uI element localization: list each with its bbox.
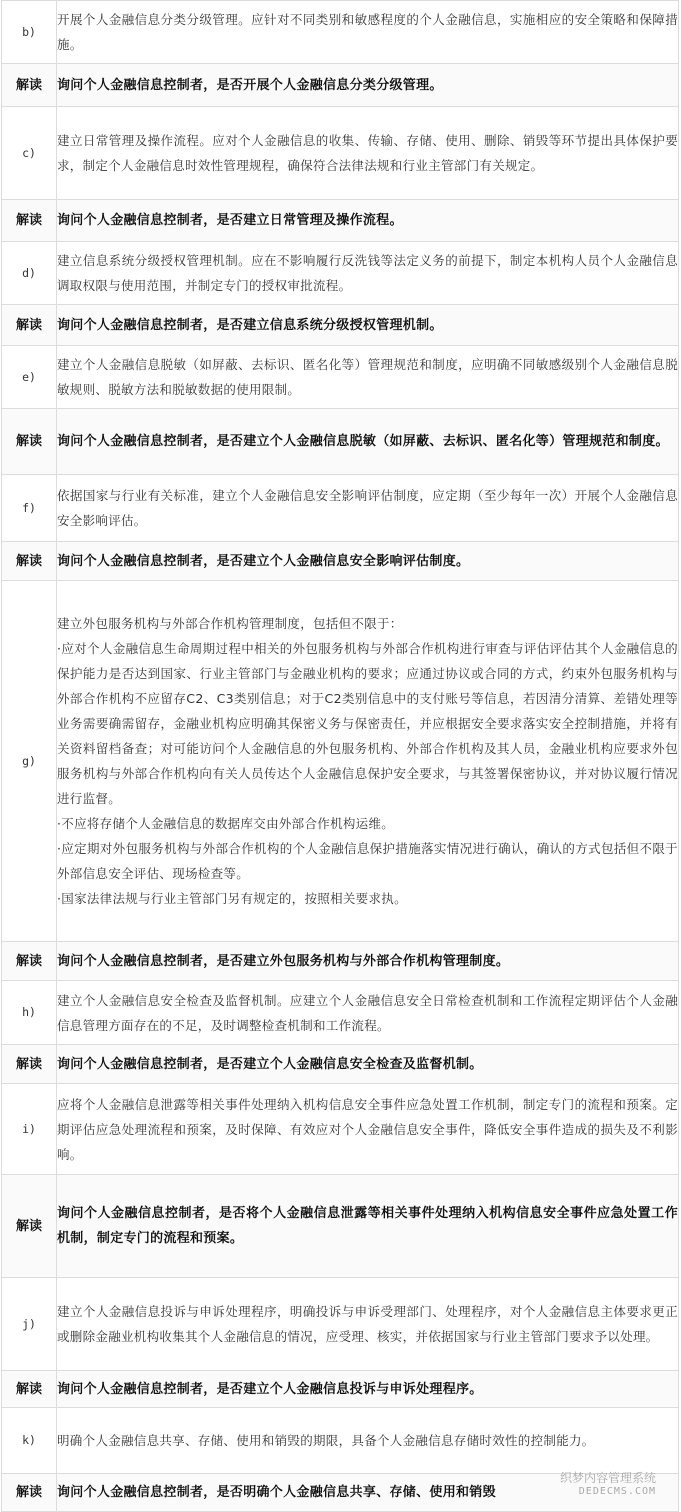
table-row [2, 1084, 679, 1175]
requirement-text: 建立信息系统分级授权管理机制。应在不影响履行反洗钱等法定义务的前提下，制定本机构人员个人金融信息调取权限与使用范围，并制定专门的授权审批流程。 [57, 242, 679, 305]
item-label: j) [2, 1278, 57, 1371]
item-label: k) [2, 1408, 57, 1474]
interpretation-label: 解读 [2, 1045, 57, 1084]
interpretation-label: 解读 [2, 305, 57, 346]
interpretation-label: 解读 [2, 1175, 57, 1278]
requirement-text: 建立个人金融信息脱敏（如屏蔽、去标识、匿名化等）管理规范和制度，应明确不同敏感级别个人金融信息脱敏规则、脱敏方法和脱敏数据的使用限制。 [57, 346, 679, 409]
table-row [2, 1, 679, 64]
table-row [2, 346, 679, 409]
table-row [2, 942, 679, 981]
interpretation-label: 解读 [2, 64, 57, 107]
interpretation-text: 询问个人金融信息控制者，是否明确个人金融信息共享、存储、使用和销毁 [57, 1474, 679, 1512]
item-label: h) [2, 981, 57, 1045]
interpretation-label: 解读 [2, 942, 57, 981]
table-row [2, 475, 679, 542]
requirement-text [57, 581, 679, 942]
watermark-title: 织梦内容管理系统 [560, 1471, 657, 1485]
watermark-subtitle: DEDECMS.COM [578, 1486, 657, 1497]
requirements-table [1, 0, 679, 1512]
interpretation-text: 询问个人金融信息控制者，是否建立外包服务机构与外部合作机构管理制度。 [57, 942, 679, 981]
interpretation-label: 解读 [2, 200, 57, 242]
requirement-text: 依据国家与行业有关标准，建立个人金融信息安全影响评估制度，应定期（至少每年一次）开展个人金融信息安全影响评估。 [57, 475, 679, 542]
requirement-text: 明确个人金融信息共享、存储、使用和销毁的期限，具备个人金融信息存储时效性的控制能力。 [57, 1408, 679, 1474]
table-row [2, 1371, 679, 1408]
table-row [2, 1278, 679, 1371]
table-row [2, 200, 679, 242]
interpretation-text: 询问个人金融信息控制者，是否将个人金融信息泄露等相关事件处理纳入机构信息安全事件应急处置工作机制，制定专门的流程和预案。 [57, 1175, 679, 1278]
table-row [2, 64, 679, 107]
interpretation-text: 询问个人金融信息控制者，是否开展个人金融信息分类分级管理。 [57, 64, 679, 107]
item-label: b) [2, 1, 57, 64]
requirement-bullet: ·应定期对外包服务机构与外部合作机构的个人金融信息保护措施落实情况进行确认，确认的方式包括但不限于外部信息安全评估、现场检查等。 [57, 841, 678, 881]
requirement-text: 开展个人金融信息分类分级管理。应针对不同类别和敏感程度的个人金融信息，实施相应的安全策略和保障措施。 [57, 1, 679, 64]
table-row [2, 581, 679, 942]
item-label: f) [2, 475, 57, 542]
table-row [2, 981, 679, 1045]
interpretation-label: 解读 [2, 1474, 57, 1512]
table-row [2, 1474, 679, 1512]
requirement-text: 建立日常管理及操作流程。应对个人金融信息的收集、传输、存储、使用、删除、销毁等环节提出具体保护要求，制定个人金融信息时效性管理规程，确保符合法律法规和行业主管部门有关规定。 [57, 107, 679, 200]
interpretation-text: 询问个人金融信息控制者，是否建立个人金融信息脱敏（如屏蔽、去标识、匿名化等）管理规范和制度。 [57, 409, 679, 475]
requirement-text: 应将个人金融信息泄露等相关事件处理纳入机构信息安全事件应急处置工作机制，制定专门的流程和预案。定期评估应急处理流程和预案，及时保障、有效应对个人金融信息安全事件，降低安全事件造成的损失及不利影响。 [57, 1084, 679, 1175]
table-row [2, 1408, 679, 1474]
item-label: c) [2, 107, 57, 200]
requirement-bullet: ·应对个人金融信息生命周期过程中相关的外包服务机构与外部合作机构进行审查与评估评估其个人金融信息的保护能力是否达到国家、行业主管部门与金融业机构的要求；应通过协议或合同的方式，约束外包服务机构与外部合作机构不应留存C2、C3类别信息；对于C2类别信息中的支付账号等信息，若因清分清算、差错处理等业务需要确需留存，金融业机构应明确其保密义务与保密责任，并应根据安全要求落实安全控制措施，并将有关资料留档备查；对可能访问个人金融信息的外包服务机构、外部合作机构及其人员，金融业机构应要求外包服务机构与外部合作机构向有关人员传达个人金融信息保护安全要求，与其签署保密协议，并对协议履行情况进行监督。 [57, 641, 678, 806]
interpretation-label: 解读 [2, 542, 57, 581]
interpretation-text: 询问个人金融信息控制者，是否建立个人金融信息安全影响评估制度。 [57, 542, 679, 581]
requirement-text: 建立个人金融信息安全检查及监督机制。应建立个人金融信息安全日常检查机制和工作流程定期评估个人金融信息管理方面存在的不足，及时调整检查机制和工作流程。 [57, 981, 679, 1045]
requirement-bullet: ·不应将存储个人金融信息的数据库交由外部合作机构运维。 [57, 816, 395, 831]
requirement-bullet: ·国家法律法规与行业主管部门另有规定的，按照相关要求执。 [57, 891, 407, 906]
requirement-line: 建立外包服务机构与外部合作机构管理制度，包括但不限于： [57, 616, 403, 631]
table-row [2, 409, 679, 475]
item-label: d) [2, 242, 57, 305]
interpretation-text: 询问个人金融信息控制者，是否建立个人金融信息安全检查及监督机制。 [57, 1045, 679, 1084]
table-row [2, 1175, 679, 1278]
interpretation-text: 询问个人金融信息控制者，是否建立个人金融信息投诉与申诉处理程序。 [57, 1371, 679, 1408]
interpretation-text: 询问个人金融信息控制者，是否建立日常管理及操作流程。 [57, 200, 679, 242]
interpretation-text: 询问个人金融信息控制者，是否建立信息系统分级授权管理机制。 [57, 305, 679, 346]
item-label: e) [2, 346, 57, 409]
item-label: g) [2, 581, 57, 942]
table-row [2, 542, 679, 581]
item-label: i) [2, 1084, 57, 1175]
table-row [2, 242, 679, 305]
interpretation-label: 解读 [2, 409, 57, 475]
table-row [2, 107, 679, 200]
table-row [2, 305, 679, 346]
table-row [2, 1045, 679, 1084]
requirement-text: 建立个人金融信息投诉与申诉处理程序，明确投诉与申诉受理部门、处理程序，对个人金融信息主体要求更正或删除金融业机构收集其个人金融信息的情况，应受理、核实，并依据国家与行业主管部门要求予以处理。 [57, 1278, 679, 1371]
interpretation-label: 解读 [2, 1371, 57, 1408]
